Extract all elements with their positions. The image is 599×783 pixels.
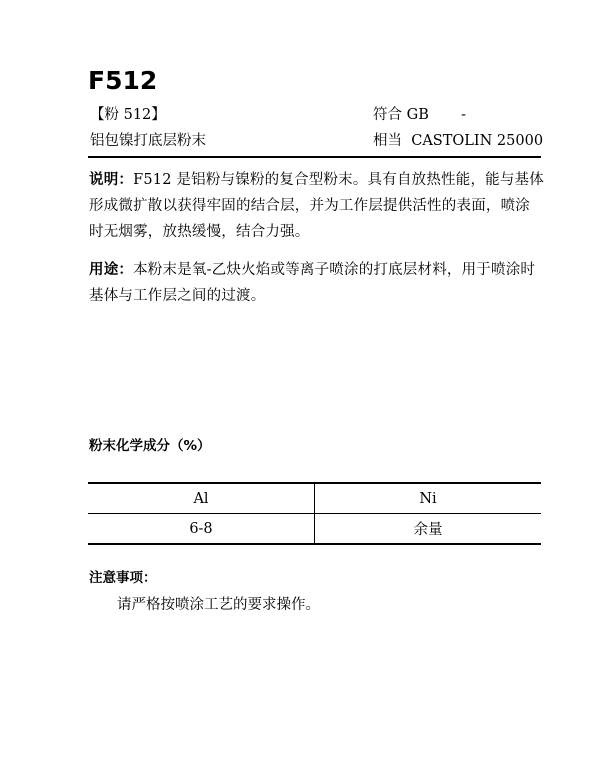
column-header-al: Al [88, 483, 315, 514]
product-code: F512 [88, 66, 158, 95]
usage-text: 本粉末是氧-乙炔火焰或等离子喷涂的打底层材料，用于喷涂时基体与工作层之间的过渡。 [89, 262, 536, 304]
description-label: 说明： [89, 172, 134, 188]
description-paragraph [89, 167, 544, 245]
description-text: F512 是铝粉与镍粉的复合型粉末。具有自放热性能，能与基体形成微扩散以获得牢固的结合层，并为工作层提供活性的表面，喷涂时无烟雾，放热缓慢，结合力强。 [89, 172, 544, 240]
notes-text: 请严格按喷涂工艺的要求操作。 [117, 597, 320, 613]
usage-paragraph [89, 257, 544, 309]
notes-heading: 注意事项： [89, 570, 157, 586]
composition-heading: 粉末化学成分（%） [89, 438, 211, 454]
column-header-ni: Ni [315, 483, 542, 514]
table-row [88, 514, 541, 545]
composition-table [88, 482, 541, 545]
usage-label: 用途： [89, 262, 134, 278]
product-subtitle: 铝包镍打底层粉末 [90, 133, 206, 149]
value-ni: 余量 [315, 514, 542, 545]
equivalent-product: 相当 CASTOLIN 25000 [373, 133, 544, 149]
header-divider [88, 156, 541, 158]
table-header-row [88, 483, 541, 514]
standard-gb: 符合 GB - [373, 107, 467, 123]
value-al: 6-8 [88, 514, 315, 545]
product-name-bracket: 【粉 512】 [90, 107, 166, 123]
